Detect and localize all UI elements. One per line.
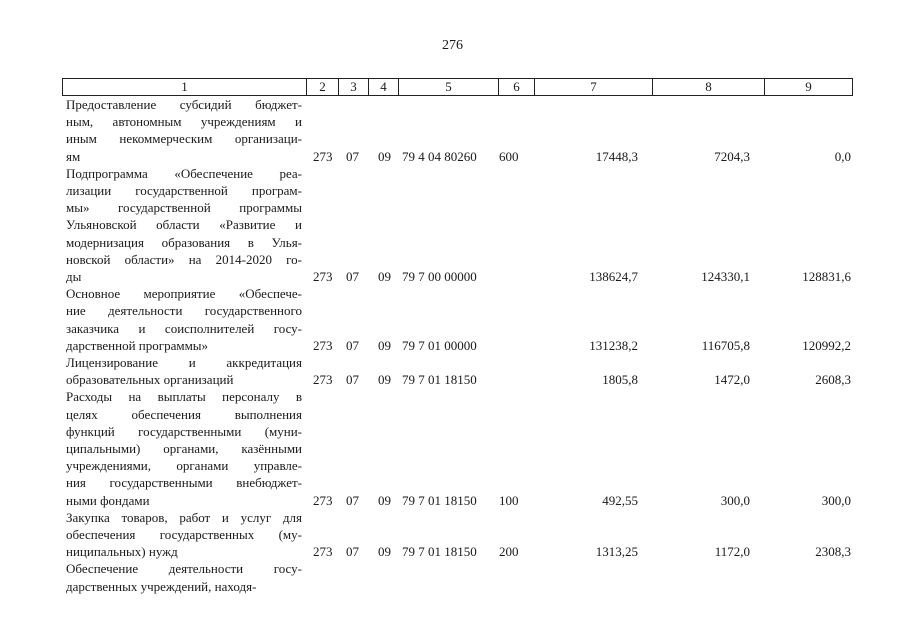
cell-col-3: 07 <box>346 492 359 508</box>
cell-col-9: 300,0 <box>821 492 851 508</box>
cell-col-7: 492,55 <box>602 492 638 508</box>
header-col-2: 2 <box>307 79 339 95</box>
table-row <box>0 96 905 165</box>
cell-col-9: 2608,3 <box>815 372 851 388</box>
description-line: функций государственными (муни- <box>66 423 302 439</box>
cell-col-5: 79 4 04 80260 <box>402 148 477 164</box>
cell-col-2: 273 <box>313 492 333 508</box>
cell-col-2: 273 <box>313 337 333 353</box>
cell-col-2: 273 <box>313 148 333 164</box>
description-line: ципальными) органами, казёнными <box>66 441 302 456</box>
table-row <box>0 560 905 594</box>
header-col-6: 6 <box>499 79 535 95</box>
cell-col-7: 1805,8 <box>602 372 638 388</box>
cell-col-6: 200 <box>499 544 519 560</box>
header-col-9: 9 <box>805 79 812 94</box>
description-line: Расходы на выплаты персоналу в <box>66 389 302 405</box>
description-line: дарственных учреждений, находя- <box>66 578 257 594</box>
cell-col-5: 79 7 01 18150 <box>402 492 477 508</box>
cell-col-8: 1172,0 <box>714 544 750 560</box>
table-header <box>62 78 853 96</box>
row-description <box>66 285 302 354</box>
description-line: иным некоммерческим организаци- <box>66 131 302 147</box>
cell-col-6: 600 <box>499 148 519 164</box>
description-line: Ульяновской области «Развитие и <box>66 217 302 233</box>
row-description <box>66 354 302 388</box>
cell-col-3: 07 <box>346 148 359 164</box>
description-line: дарственной программы» <box>66 337 209 353</box>
cell-col-9: 0,0 <box>834 148 851 164</box>
row-description <box>66 560 302 594</box>
cell-col-8: 300,0 <box>720 492 750 508</box>
cell-col-7: 1313,25 <box>595 544 638 560</box>
description-line: Основное мероприятие «Обеспече- <box>66 286 302 302</box>
description-line: образовательных организаций <box>66 372 234 388</box>
description-line: Закупка товаров, работ и услуг для <box>66 509 302 525</box>
table-row <box>0 285 905 354</box>
cell-col-7: 17448,3 <box>595 148 638 164</box>
cell-col-4: 09 <box>378 372 391 388</box>
description-line: мы» государственной программы <box>66 200 302 216</box>
description-line: ды <box>66 269 82 285</box>
cell-col-7: 138624,7 <box>589 268 638 284</box>
row-description <box>66 509 302 561</box>
cell-col-8: 124330,1 <box>701 268 750 284</box>
cell-col-7: 131238,2 <box>589 337 638 353</box>
header-col-8: 8 <box>653 79 765 95</box>
cell-col-2: 273 <box>313 372 333 388</box>
description-line: ным, автономным учреждениям и <box>66 114 302 130</box>
cell-col-4: 09 <box>378 492 391 508</box>
cell-col-5: 79 7 01 18150 <box>402 372 477 388</box>
header-col-4: 4 <box>369 79 399 95</box>
description-line: модернизация образования в Улья- <box>66 234 302 250</box>
cell-col-5: 79 7 01 00000 <box>402 337 477 353</box>
row-description <box>66 165 302 285</box>
description-line: ными фондами <box>66 492 150 508</box>
description-line: заказчика и соисполнителей госу- <box>66 320 302 336</box>
cell-col-2: 273 <box>313 268 333 284</box>
description-line: ния государственными внебюджет- <box>66 475 302 491</box>
cell-col-3: 07 <box>346 544 359 560</box>
cell-col-3: 07 <box>346 268 359 284</box>
row-description <box>66 96 302 165</box>
cell-col-8: 1472,0 <box>714 372 750 388</box>
cell-col-6: 100 <box>499 492 519 508</box>
cell-col-5: 79 7 01 18150 <box>402 544 477 560</box>
header-col-7: 7 <box>535 79 653 95</box>
page-number: 276 <box>442 38 463 53</box>
cell-col-9: 128831,6 <box>802 268 851 284</box>
cell-col-8: 7204,3 <box>714 148 750 164</box>
cell-col-4: 09 <box>378 268 391 284</box>
row-description <box>66 388 302 508</box>
description-line: Лицензирование и аккредитация <box>66 355 302 370</box>
cell-col-5: 79 7 00 00000 <box>402 268 477 284</box>
header-col-5: 5 <box>399 79 499 95</box>
cell-col-3: 07 <box>346 337 359 353</box>
description-line: ниципальных) нужд <box>66 544 178 560</box>
description-line: лизации государственной програм- <box>66 183 302 198</box>
description-line: учреждениями, органами управле- <box>66 458 302 474</box>
cell-col-4: 09 <box>378 337 391 353</box>
table-row <box>0 388 905 508</box>
description-line: обеспечения государственных (му- <box>66 527 302 542</box>
description-line: Предоставление субсидий бюджет- <box>66 97 302 112</box>
description-line: новской области» на 2014-2020 го- <box>66 251 302 267</box>
description-line: целях обеспечения выполнения <box>66 406 302 422</box>
description-line: Подпрограмма «Обеспечение реа- <box>66 165 302 181</box>
header-col-1: 1 <box>63 79 307 95</box>
description-line: Обеспечение деятельности госу- <box>66 561 302 577</box>
header-col-3: 3 <box>339 79 369 95</box>
cell-col-9: 120992,2 <box>802 337 851 353</box>
description-line: ям <box>66 148 81 164</box>
description-line: ние деятельности государственного <box>66 303 302 319</box>
cell-col-2: 273 <box>313 544 333 560</box>
table-row <box>0 509 905 561</box>
cell-col-8: 116705,8 <box>701 337 750 353</box>
table-row <box>0 165 905 285</box>
cell-col-4: 09 <box>378 544 391 560</box>
table-row <box>0 354 905 388</box>
cell-col-9: 2308,3 <box>815 544 851 560</box>
cell-col-3: 07 <box>346 372 359 388</box>
cell-col-4: 09 <box>378 148 391 164</box>
